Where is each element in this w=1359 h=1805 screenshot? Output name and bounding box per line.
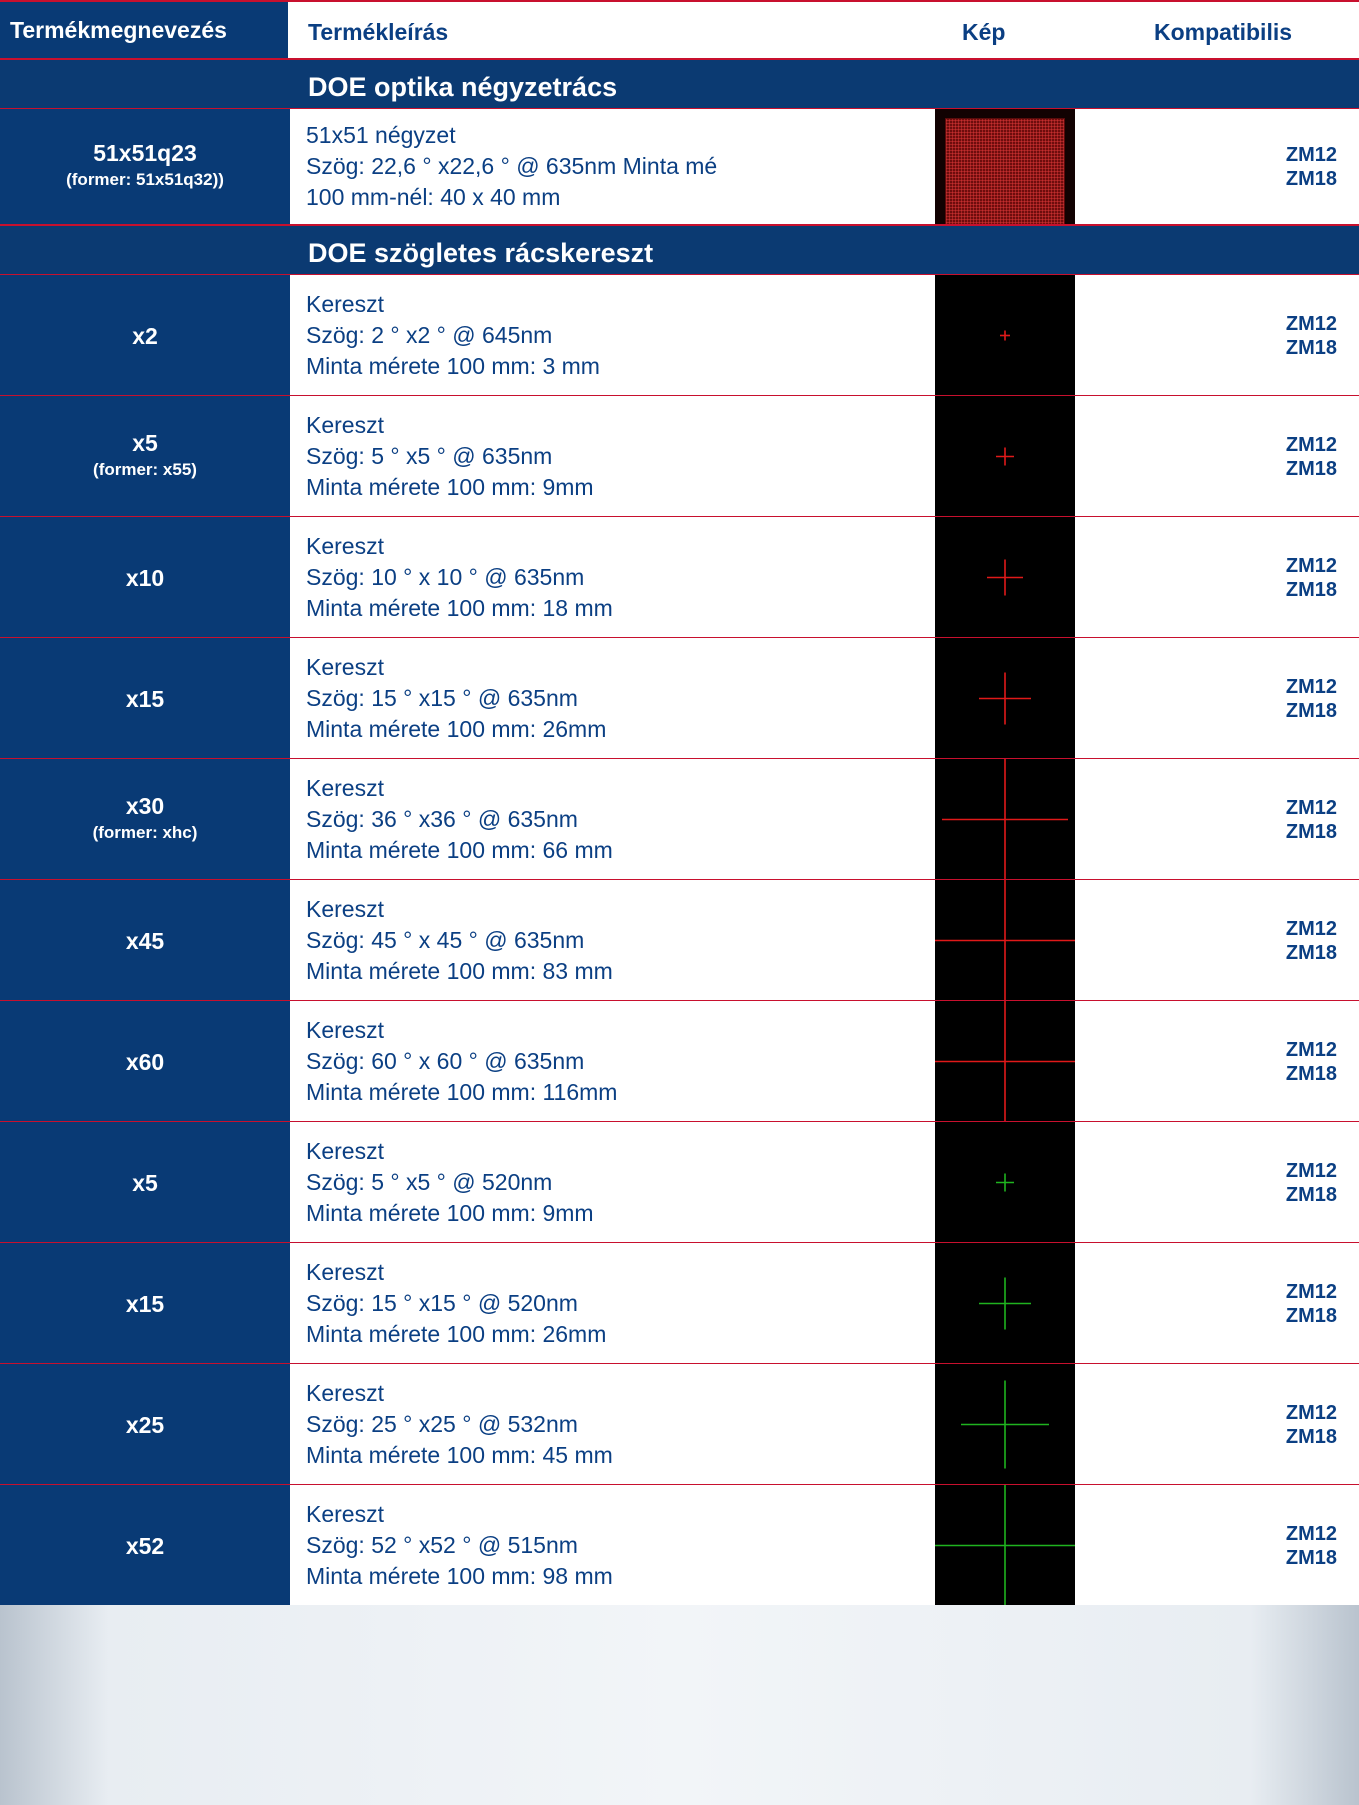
product-former-code: (former: 51x51q32)) <box>66 170 224 189</box>
compatibility-list <box>1286 1159 1337 1207</box>
header-image: Kép <box>962 19 1006 45</box>
compatibility-cell <box>1075 1484 1359 1605</box>
compatibility-list <box>1286 1038 1337 1086</box>
table-row <box>0 637 1359 758</box>
description-line: Szög: 60 ° x 60 ° @ 635nm <box>306 1047 585 1074</box>
table-row <box>0 108 1359 224</box>
product-image-cell <box>935 108 1075 224</box>
product-description-cell <box>290 516 935 637</box>
compatible-model: ZM18 <box>1285 336 1337 359</box>
product-description-cell <box>290 1363 935 1484</box>
description-line: Kereszt <box>306 653 384 680</box>
product-description <box>306 1257 606 1350</box>
compatible-model: ZM12 <box>1285 1038 1337 1061</box>
product-description-cell <box>290 108 935 224</box>
compatible-model: ZM12 <box>1285 554 1337 577</box>
compatible-model: ZM18 <box>1285 820 1337 843</box>
description-line: Szög: 45 ° x 45 ° @ 635nm <box>306 926 585 953</box>
product-name-cell <box>0 516 290 637</box>
compatible-model: ZM18 <box>1285 941 1337 964</box>
cross-pattern-image <box>935 1243 1075 1363</box>
compatibility-cell <box>1075 1000 1359 1121</box>
description-line: Kereszt <box>306 1137 384 1164</box>
description-line: Minta mérete 100 mm: 98 mm <box>306 1562 613 1589</box>
description-line: 100 mm-nél: 40 x 40 mm <box>306 184 561 210</box>
product-name-cell <box>0 1363 290 1484</box>
compatibility-list <box>1286 433 1337 481</box>
section-header <box>0 224 1359 274</box>
product-image-cell <box>935 1000 1075 1121</box>
compatibility-cell <box>1075 758 1359 879</box>
product-description-cell <box>290 1000 935 1121</box>
product-name <box>0 1533 290 1560</box>
product-code: x15 <box>125 685 165 712</box>
description-line: Kereszt <box>306 1500 384 1527</box>
compatibility-list <box>1286 675 1337 723</box>
description-line: Kereszt <box>306 1379 384 1406</box>
description-line: Minta mérete 100 mm: 26mm <box>306 1320 607 1347</box>
description-line: Kereszt <box>306 1258 384 1285</box>
cross-pattern-image <box>935 396 1075 516</box>
compatibility-list <box>1286 312 1337 360</box>
cross-pattern-image <box>935 517 1075 637</box>
product-description-cell <box>290 1484 935 1605</box>
product-description <box>306 773 613 866</box>
description-line: Kereszt <box>306 532 384 559</box>
compatible-model: ZM12 <box>1285 917 1337 940</box>
product-description <box>306 1499 613 1592</box>
product-description <box>306 1015 617 1108</box>
compatible-model: ZM18 <box>1285 168 1337 190</box>
product-description <box>306 410 594 503</box>
compatible-model: ZM12 <box>1285 433 1337 456</box>
compatibility-list <box>1286 554 1337 602</box>
product-code: x52 <box>125 1532 165 1559</box>
description-line: Kereszt <box>306 1016 384 1043</box>
description-line: Minta mérete 100 mm: 83 mm <box>306 957 613 984</box>
description-line: Kereszt <box>306 895 384 922</box>
compatible-model: ZM12 <box>1285 796 1337 819</box>
product-code: x5 <box>132 1169 158 1196</box>
description-line: Szög: 22,6 ° x22,6 ° @ 635nm Minta mé <box>306 153 718 179</box>
compatible-model: ZM12 <box>1285 312 1337 335</box>
compatible-model: ZM12 <box>1285 144 1337 166</box>
product-name-cell <box>0 1242 290 1363</box>
product-name <box>0 140 290 190</box>
compatible-model: ZM18 <box>1285 1425 1337 1448</box>
compatibility-cell <box>1075 516 1359 637</box>
description-line: Minta mérete 100 mm: 18 mm <box>306 594 613 621</box>
compatibility-list <box>1286 917 1337 965</box>
cross-pattern-image <box>935 1364 1075 1484</box>
product-name-cell <box>0 879 290 1000</box>
compatibility-cell <box>1075 108 1359 224</box>
compatibility-cell <box>1075 274 1359 395</box>
cross-pattern-image <box>935 880 1075 1000</box>
description-line: Kereszt <box>306 411 384 438</box>
product-image-cell <box>935 879 1075 1000</box>
header-product-name: Termékmegnevezés <box>10 17 227 43</box>
product-name-cell <box>0 1121 290 1242</box>
compatible-model: ZM12 <box>1285 1522 1337 1545</box>
product-name-cell <box>0 274 290 395</box>
description-line: Szög: 5 ° x5 ° @ 635nm <box>306 442 553 469</box>
description-line: Szög: 5 ° x5 ° @ 520nm <box>306 1168 553 1195</box>
section-header <box>0 58 1359 108</box>
table-row <box>0 1121 1359 1242</box>
cross-pattern-image <box>935 759 1075 879</box>
product-image-cell <box>935 758 1075 879</box>
compatibility-list <box>1286 1522 1337 1570</box>
header-description: Termékleírás <box>308 19 449 45</box>
product-description <box>306 894 613 987</box>
product-name-cell <box>0 1484 290 1605</box>
product-code: x5 <box>132 429 158 456</box>
header-name-cell <box>0 2 288 58</box>
compatibility-cell <box>1075 1121 1359 1242</box>
description-line: Minta mérete 100 mm: 9mm <box>306 473 594 500</box>
compatible-model: ZM18 <box>1285 1062 1337 1085</box>
description-line: Szög: 52 ° x52 ° @ 515nm <box>306 1531 578 1558</box>
product-code: x2 <box>132 322 158 349</box>
product-name-cell <box>0 758 290 879</box>
description-line: Szög: 15 ° x15 ° @ 520nm <box>306 1289 578 1316</box>
product-code: x45 <box>125 927 165 954</box>
description-line: Szög: 2 ° x2 ° @ 645nm <box>306 321 553 348</box>
cross-pattern-image <box>935 1122 1075 1242</box>
product-former-code: (former: xhc) <box>92 822 198 842</box>
product-name-cell <box>0 1000 290 1121</box>
cross-pattern-image <box>935 638 1075 758</box>
product-name <box>0 793 290 843</box>
product-name <box>0 1049 290 1076</box>
description-line: Minta mérete 100 mm: 45 mm <box>306 1441 613 1468</box>
compatible-model: ZM12 <box>1285 1280 1337 1303</box>
product-name <box>0 565 290 592</box>
compatibility-list <box>1286 1280 1337 1328</box>
product-description-cell <box>290 637 935 758</box>
compatible-model: ZM18 <box>1285 578 1337 601</box>
product-image-cell <box>935 516 1075 637</box>
product-code: x15 <box>125 1290 165 1317</box>
product-description-cell <box>290 1121 935 1242</box>
product-image-cell <box>935 1121 1075 1242</box>
product-code: x10 <box>125 564 165 591</box>
description-line: Kereszt <box>306 774 384 801</box>
compatibility-cell <box>1075 1242 1359 1363</box>
product-name-cell <box>0 108 290 224</box>
product-description-cell <box>290 274 935 395</box>
description-line: Minta mérete 100 mm: 3 mm <box>306 352 600 379</box>
description-line: Kereszt <box>306 290 384 317</box>
compatible-model: ZM18 <box>1285 699 1337 722</box>
product-name-cell <box>0 637 290 758</box>
cross-pattern-image <box>935 1001 1075 1121</box>
compatible-model: ZM12 <box>1285 1159 1337 1182</box>
table-header <box>0 0 1359 58</box>
description-line: Szög: 15 ° x15 ° @ 635nm <box>306 684 578 711</box>
compatible-model: ZM12 <box>1285 675 1337 698</box>
description-line: Minta mérete 100 mm: 116mm <box>306 1078 618 1105</box>
product-description-cell <box>290 395 935 516</box>
header-compatible: Kompatibilis <box>1154 19 1293 45</box>
product-description <box>306 652 606 745</box>
product-description <box>306 531 613 624</box>
description-line: Szög: 25 ° x25 ° @ 532nm <box>306 1410 578 1437</box>
product-image-cell <box>935 1363 1075 1484</box>
table-row <box>0 758 1359 879</box>
grid-square-pattern-image <box>945 118 1065 224</box>
compatible-model: ZM18 <box>1285 457 1337 480</box>
compatibility-cell <box>1075 1363 1359 1484</box>
compatibility-cell <box>1075 395 1359 516</box>
product-name <box>0 1170 290 1197</box>
compatible-model: ZM18 <box>1285 1546 1337 1569</box>
description-line: Minta mérete 100 mm: 66 mm <box>306 836 613 863</box>
product-image-cell <box>935 1484 1075 1605</box>
product-description <box>306 289 600 382</box>
description-line: 51x51 négyzet <box>306 122 456 148</box>
compatibility-cell <box>1075 637 1359 758</box>
compatibility-cell <box>1075 879 1359 1000</box>
cross-pattern-image <box>935 275 1075 395</box>
product-former-code: (former: x55) <box>93 459 197 479</box>
compatible-model: ZM18 <box>1285 1304 1337 1327</box>
cross-pattern-image <box>935 1485 1075 1605</box>
product-description-cell <box>290 879 935 1000</box>
product-code: 51x51q23 <box>93 140 197 166</box>
description-line: Szög: 10 ° x 10 ° @ 635nm <box>306 563 585 590</box>
product-name <box>0 323 290 350</box>
compatible-model: ZM18 <box>1285 1183 1337 1206</box>
description-line: Minta mérete 100 mm: 26mm <box>306 715 607 742</box>
product-name-cell <box>0 395 290 516</box>
compatibility-list <box>1286 1401 1337 1449</box>
product-name <box>0 1291 290 1318</box>
table-row <box>0 1363 1359 1484</box>
product-image-cell <box>935 1242 1075 1363</box>
table-row <box>0 1000 1359 1121</box>
description-line: Minta mérete 100 mm: 9mm <box>306 1199 594 1226</box>
table-row <box>0 1242 1359 1363</box>
table-row <box>0 274 1359 395</box>
compatibility-list <box>1286 143 1337 191</box>
product-image-cell <box>935 395 1075 516</box>
table-row <box>0 879 1359 1000</box>
product-code: x25 <box>125 1411 165 1438</box>
product-description-cell <box>290 1242 935 1363</box>
product-image-cell <box>935 274 1075 395</box>
product-code: x30 <box>125 792 165 819</box>
product-name <box>0 928 290 955</box>
product-description <box>306 1378 613 1471</box>
table-row <box>0 1484 1359 1605</box>
description-line: Szög: 36 ° x36 ° @ 635nm <box>306 805 578 832</box>
section-title: DOE optika négyzetrács <box>308 72 618 102</box>
compatibility-list <box>1286 796 1337 844</box>
product-name <box>0 1412 290 1439</box>
product-description-cell <box>290 758 935 879</box>
product-name <box>0 686 290 713</box>
product-image-cell <box>935 637 1075 758</box>
product-code: x60 <box>125 1048 165 1075</box>
table-row <box>0 516 1359 637</box>
product-description <box>306 120 717 213</box>
product-name <box>0 430 290 480</box>
section-title: DOE szögletes rácskereszt <box>308 238 654 268</box>
table-row <box>0 395 1359 516</box>
product-description <box>306 1136 594 1229</box>
compatible-model: ZM12 <box>1285 1401 1337 1424</box>
